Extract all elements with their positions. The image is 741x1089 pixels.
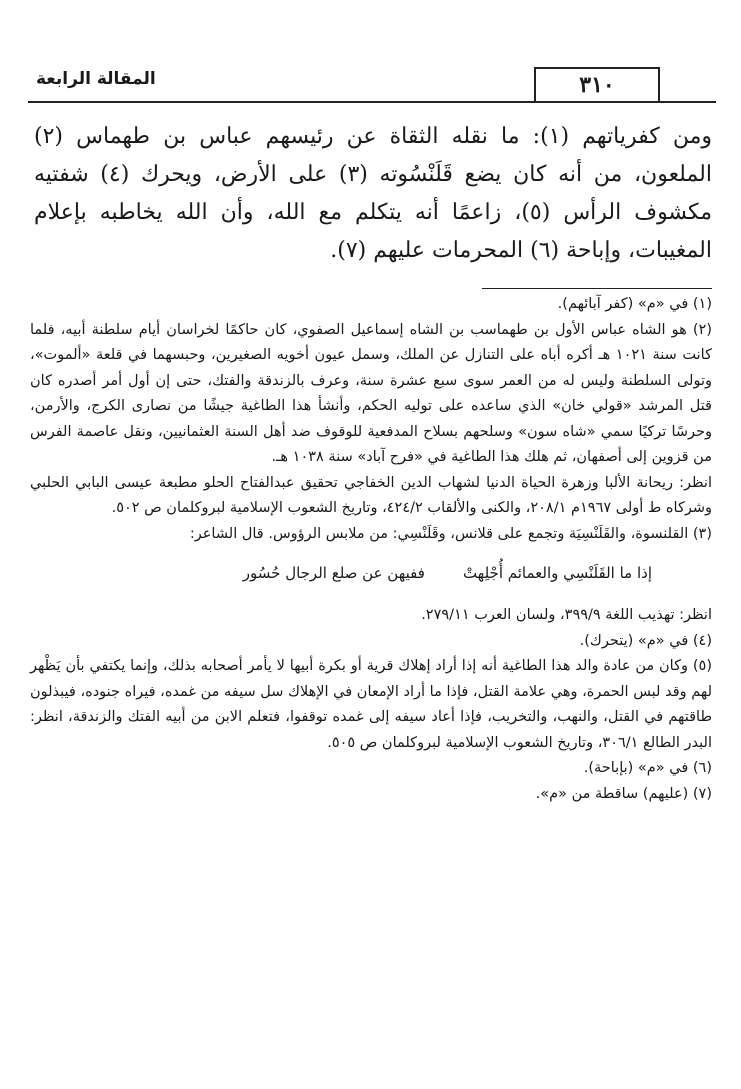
poetry-verse [30,551,712,595]
footnote-7: (٧) (عليهم) ساقطة من «م». [535,785,712,802]
running-title: المقالة الرابعة [36,69,156,89]
footnotes [30,292,712,807]
footnote-5: (٥) وكان من عادة والد هذا الطاغية أنه إذا أراد إهلاك قرية أو بكرة أبيها لا يأمر أصحابه بذلك، وإنما يكتفي بأن يَظْهر لهم وقد لبس الحمرة، وهي علامة القتل، فإذا ما أراد الإمعان في الإهلاك سل سيفه من غمده، فيراه جنوده، فيبذلون طاقتهم في القتل، والنهب، والتخريب، فإذا أعاد سيفه إلى غمده توقفوا، فتعلم الابن من أبيه الفتك والزندقة، انظر: البدر الطالع ٣٠٦/١، وتاريخ الشعوب الإسلامية لبروكلمان ص ٥٠٥. [29,658,712,751]
footnote-2: (٢) هو الشاه عباس الأول بن طهماسب بن الشاه إسماعيل الصفوي، كان حاكمًا لخراسان أيام سلطنة أبيه، فلما كانت سنة ١٠٢١ هـ أكره أباه على التنازل عن الملك، وسمل عيون أخويه الصغيرين، وحبسهما في قلعة «ألموت»، وتولى السلطنة وليس له من العمر سوى سبع عشرة سنة، وعرف بالزندقة والفتك، حتى إن أول أمر أصدره كان قتل المرشد «قولي خان» الذي ساعده على توليه الحكم، وأنشأ هذا الطاغية جيشًا من نصارى الكرج، والأرمن، وحرسًا تركيًا سمي «شاه سون» وسلحهم بسلاح المدفعية للوقوف ضد أهل السنة العثمانيين، ونقل عاصمة الفرس من قزوين إلى أصفهان، ثم هلك هذا الطاغية في «فرح آباد» سنة ١٠٣٨ هـ. [30,321,712,465]
footnote-3-reference: انظر: تهذيب اللغة ٣٩٩/٩، ولسان العرب ٢٧٩/١١. [421,607,712,623]
page-number: ٣١٠ [534,67,660,103]
footnote-6: (٦) في «م» (بإباحة). [583,760,712,776]
footnote-3: (٣) القلنسوة، والقَلَنْسِيَة وتجمع على قلانس، وقَلَنْسِي: من ملابس الرؤوس. قال الشاعر: [189,525,712,542]
verse-first-hemistich: إذا ما القَلَنْسِي والعمائم أُجْلِهتْ [462,564,652,582]
footnote-1: (١) في «م» (كفر آبائهم). [557,296,712,312]
page-header [28,63,716,101]
header-rule [28,101,716,103]
footnote-2-reference: انظر: ريحانة الألبا وزهرة الحياة الدنيا لشهاب الدين الخفاجي تحقيق عبدالفتاح الحلو مطبعة عيسى البابي الحلبي وشركاه ط أولى ١٩٦٧م ٢٠٨/١، والكنى والألقاب ٤٢٤/٢، وتاريخ الشعوب الإسلامية لبروكلمان ص ٥٠٢. [30,474,712,516]
main-paragraph: ومن كفرياتهم (١): ما نقله الثقاة عن رئيسهم عباس بن طهماس (٢) الملعون، من أنه كان يضع قَلَنْسُوته (٣) على الأرض، ويحرك (٤) شفتيه مكشوف الرأس (٥)، زاعمًا أنه يتكلم مع الله، وأن الله يخاطبه بإعلام المغيبات، وإباحة (٦) المحرمات عليهم (٧). [34,124,713,263]
verse-second-hemistich: ففيهن عن صلع الرجال حُسُور [242,564,425,582]
main-text-block [34,118,712,270]
footnote-4: (٤) في «م» (يتحرك). [579,632,712,649]
footnote-separator [482,288,712,289]
